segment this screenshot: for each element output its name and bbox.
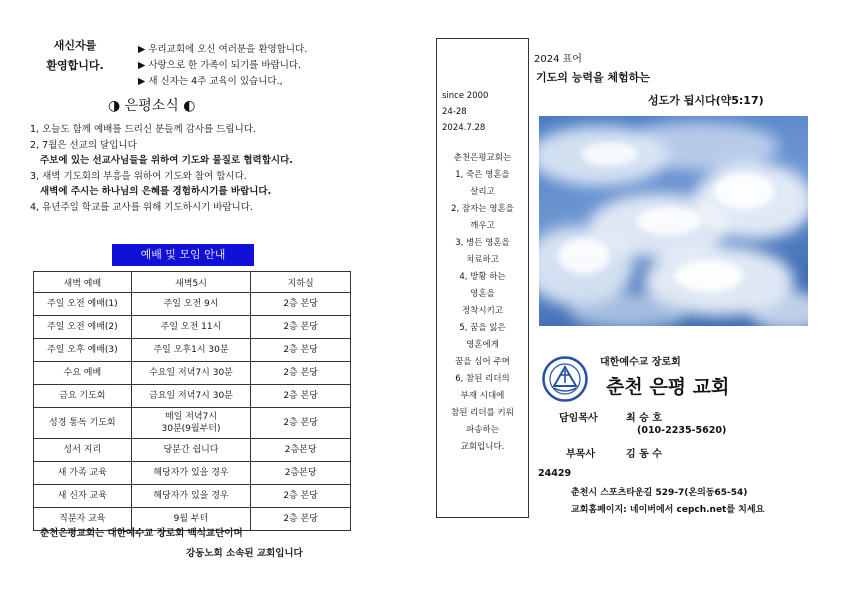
table-row — [34, 385, 351, 408]
vision-line: 2, 잠자는 영혼을 — [451, 204, 514, 214]
vision-line: 춘천은평교회는 — [453, 153, 512, 163]
table-cell: 직분자 교육 — [34, 508, 132, 531]
year-motto-label: 2024 표어 — [534, 54, 582, 65]
sky-image — [539, 116, 808, 326]
table-cell: 수요 예배 — [34, 362, 132, 385]
news-heading: ◑ 은평소식 ◐ — [108, 98, 196, 114]
table-row — [34, 339, 351, 362]
senior-pastor-label: 담임목사 — [559, 413, 598, 424]
table-cell: 2층 본당 — [251, 339, 351, 362]
table-cell: 새 신자 교육 — [34, 485, 132, 508]
vision-line: 영혼을 — [470, 289, 495, 299]
table-row — [34, 439, 351, 462]
news-item: 주보에 있는 선교사님들을 위하여 기도와 물질로 협력합시다. — [40, 155, 293, 166]
table-row — [34, 485, 351, 508]
table-cell: 2층 본당 — [251, 508, 351, 531]
welcome-item: ▶ 새 신자는 4주 교육이 있습니다., — [138, 76, 283, 87]
table-cell: 2층 본당 — [251, 362, 351, 385]
denomination: 대한예수교 장로회 — [600, 357, 681, 368]
church-vision — [436, 150, 529, 456]
table-cell: 2층 본당 — [251, 385, 351, 408]
vision-line: 부재 시대에 — [460, 391, 505, 401]
welcome-title: 새신자를 환영합니다. — [46, 39, 104, 72]
table-header-cell: 새벽 예배 — [34, 272, 132, 293]
table-cell: 2층 본당 — [251, 316, 351, 339]
table-cell: 매일 저녁7시 30분(9월부터) — [131, 408, 251, 439]
table-row — [34, 408, 351, 439]
associate-pastor-name: 김 동 수 — [626, 449, 662, 460]
vision-line: 영혼에게 — [466, 340, 499, 350]
table-cell: 해당자가 있을 경우 — [131, 485, 251, 508]
church-name: 춘천 은평 교회 — [606, 376, 730, 398]
vision-line: 치료하고 — [466, 255, 499, 265]
table-cell: 2층본당 — [251, 462, 351, 485]
welcome-item: ▶ 사랑으로 한 가족이 되기를 바랍니다. — [138, 60, 302, 71]
motto-line-2: 성도가 됩시다(약5:17) — [648, 94, 764, 107]
table-row — [34, 293, 351, 316]
issue-info: since 2000 24-28 2024.7.28 — [442, 91, 489, 133]
vision-line: 참된 리더를 키워 — [451, 408, 514, 418]
church-logo-icon — [542, 356, 588, 402]
table-cell: 성경 통독 기도회 — [34, 408, 132, 439]
news-item: 4, 유년주일 학교를 교사를 위해 기도하시기 바랍니다. — [30, 201, 253, 213]
vision-line: 1, 죽은 영혼을 — [455, 170, 510, 180]
news-item: 2, 7월은 선교의 달입니다 — [30, 139, 137, 151]
schedule-body — [34, 293, 351, 531]
table-cell: 해당자가 있을 경우 — [131, 462, 251, 485]
table-header-cell: 지하실 — [251, 272, 351, 293]
news-list — [30, 122, 293, 215]
vision-line: 6, 참된 리더의 — [455, 374, 510, 384]
table-cell: 2층 본당 — [251, 293, 351, 316]
table-row — [34, 316, 351, 339]
schedule-table — [33, 271, 351, 531]
table-cell: 2층 본당 — [251, 408, 351, 439]
table-row — [34, 362, 351, 385]
address: 춘천시 스포츠타운길 529-7(온의동65-54) — [571, 488, 748, 498]
vision-line: 3, 병든 영혼을 — [455, 238, 510, 248]
table-cell: 당분간 쉽니다 — [131, 439, 251, 462]
vision-line: 꿈을 심어 주며 — [455, 357, 510, 367]
table-cell: 주일 오후 예배(3) — [34, 339, 132, 362]
table-cell: 새 가족 교육 — [34, 462, 132, 485]
table-cell: 주일 오후1시 30분 — [131, 339, 251, 362]
vision-line: 살리고 — [470, 187, 495, 197]
vision-line: 교회입니다. — [460, 442, 505, 452]
footer-text: 춘천은평교회는 대한예수교 장로회 백석교단이며 강동노회 소속된 교회입니다 — [40, 528, 303, 559]
table-cell: 2층 본당 — [251, 485, 351, 508]
news-item: 새벽에 주시는 하나님의 은혜를 경험하시기를 바랍니다. — [40, 186, 272, 197]
vision-line: 파송하는 — [466, 425, 499, 435]
cloud-sky-picture — [539, 116, 808, 326]
table-cell: 주일 오전 9시 — [131, 293, 251, 316]
pastor-phone: (010-2235-5620) — [637, 425, 727, 436]
associate-pastor-label: 부목사 — [566, 449, 595, 460]
vision-line: 5, 꿈을 잃은 — [459, 323, 506, 333]
welcome-list — [138, 42, 307, 90]
postcode: 24429 — [538, 468, 572, 479]
schedule-title: 예배 및 모임 안내 — [112, 244, 254, 266]
news-item: 1, 오늘도 함께 예배를 드리신 분들께 감사를 드립니다. — [30, 124, 256, 135]
vision-line: 깨우고 — [470, 221, 495, 231]
news-item: 3, 새벽 기도회의 부흥을 위하여 기도와 참여 합시다. — [30, 170, 247, 182]
table-cell: 9월 부터 — [131, 508, 251, 531]
table-cell: 금요일 저녁7시 30분 — [131, 385, 251, 408]
table-cell: 금요 기도회 — [34, 385, 132, 408]
table-header-row — [34, 272, 351, 293]
welcome-item: ▶ 우리교회에 오신 여러분을 환영합니다. — [138, 44, 308, 55]
table-cell: 수요일 저녁7시 30분 — [131, 362, 251, 385]
table-cell: 주일 오전 예배(1) — [34, 293, 132, 316]
table-header-cell: 새벽5시 — [131, 272, 251, 293]
table-cell: 2층본당 — [251, 439, 351, 462]
senior-pastor-name: 최 승 호 — [626, 413, 662, 424]
motto-line-1: 기도의 능력을 체험하는 — [536, 71, 650, 84]
homepage-info: 교회홈페이지: 네이버에서 cepch.net를 치세요 — [571, 505, 765, 515]
table-cell: 주일 오전 예배(2) — [34, 316, 132, 339]
vision-line: 4, 방황 하는 — [459, 272, 506, 282]
table-cell: 주일 오전 11시 — [131, 316, 251, 339]
table-cell: 성서 지리 — [34, 439, 132, 462]
table-row — [34, 462, 351, 485]
vision-line: 정착시키고 — [461, 306, 504, 316]
